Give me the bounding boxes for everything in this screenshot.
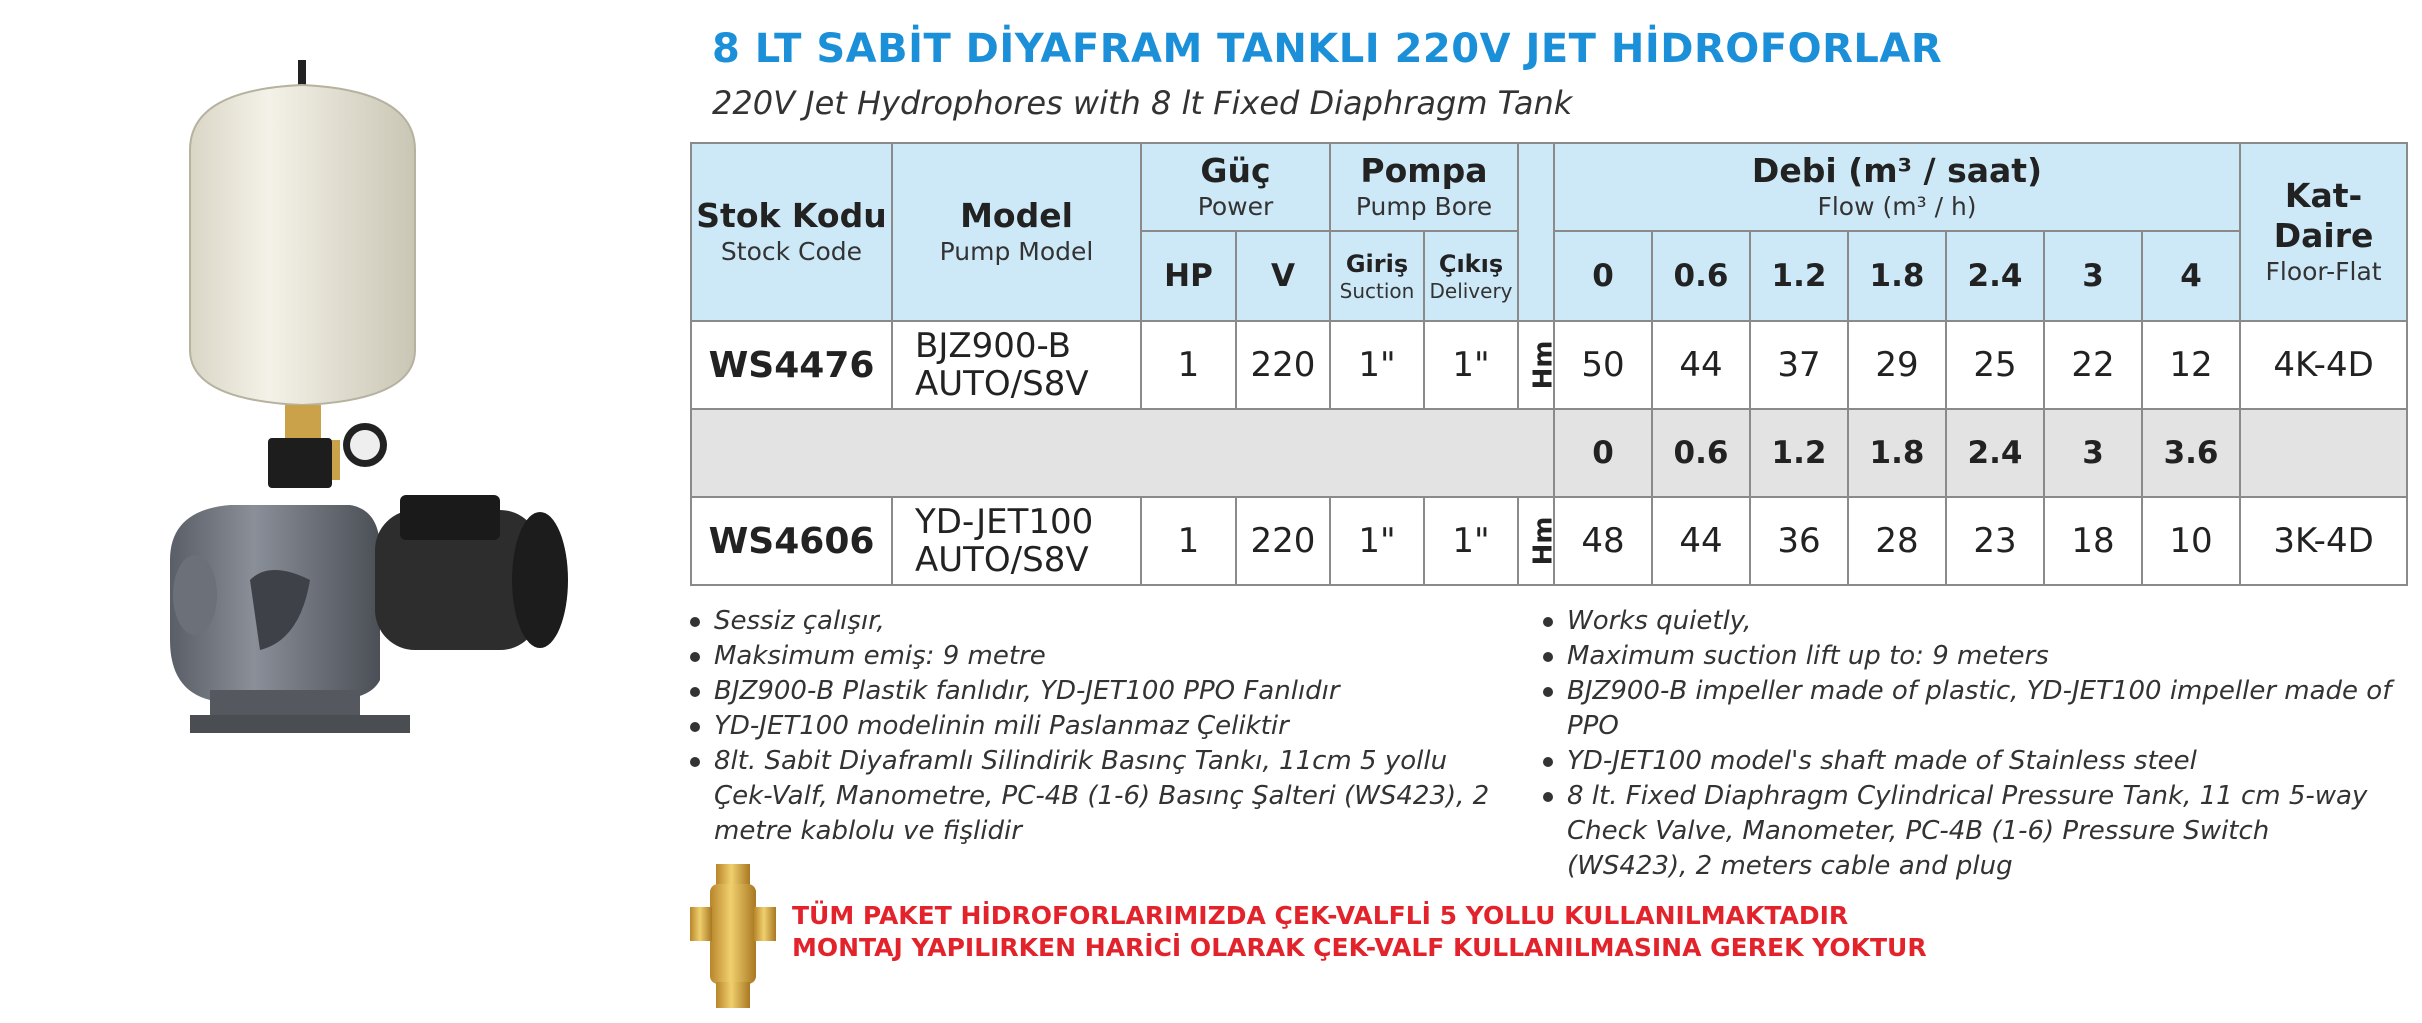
flow-point: 4 (2142, 231, 2240, 321)
head-cell: 50 (1554, 321, 1652, 409)
model-cell: BJZ900-B AUTO/S8V (892, 321, 1141, 409)
head-cell: 29 (1848, 321, 1946, 409)
head-cell: 12 (2142, 321, 2240, 409)
flow-point: 2.4 (1946, 231, 2044, 321)
page-title: 8 LT SABİT DİYAFRAM TANKLI 220V JET HİDROFORLAR (712, 26, 1943, 72)
list-item: YD-JET100 model's shaft made of Stainless steel (1543, 744, 2393, 779)
flow-point: 1.8 (1848, 409, 1946, 497)
floor-flat-cell: 3K-4D (2240, 497, 2407, 585)
hp-header: HP (1141, 231, 1236, 321)
suction-cell: 1" (1330, 497, 1424, 585)
list-item: 8lt. Sabit Diyaframlı Silindirik Basınç Tankı, 11cm 5 yollu Çek-Valf, Manometre, PC-4B (1-6) Basınç Şalteri (WS423), 2 metre kablolu ve fişlidir (690, 744, 1510, 849)
flow-point: 1.8 (1848, 231, 1946, 321)
band-spacer (691, 409, 1554, 497)
flow-point: 1.2 (1750, 231, 1848, 321)
suction-header: Giriş Suction (1330, 231, 1424, 321)
voltage-cell: 220 (1236, 497, 1330, 585)
hm-label: Hm (1518, 497, 1554, 585)
stock-code-cell: WS4606 (691, 497, 892, 585)
list-item: Maximum suction lift up to: 9 meters (1543, 639, 2393, 674)
voltage-header: V (1236, 231, 1330, 321)
delivery-cell: 1" (1424, 497, 1518, 585)
head-cell: 10 (2142, 497, 2240, 585)
features-list-en (1543, 604, 2393, 884)
head-cell: 44 (1652, 497, 1750, 585)
flow-point: 3.6 (2142, 409, 2240, 497)
head-cell: 22 (2044, 321, 2142, 409)
head-cell: 18 (2044, 497, 2142, 585)
head-cell: 36 (1750, 497, 1848, 585)
list-item: BJZ900-B Plastik fanlıdır, YD-JET100 PPO Fanlıdır (690, 674, 1510, 709)
band-spacer (2240, 409, 2407, 497)
head-cell: 28 (1848, 497, 1946, 585)
head-cell: 25 (1946, 321, 2044, 409)
list-item: BJZ900-B impeller made of plastic, YD-JET100 impeller made of PPO (1543, 674, 2393, 744)
hm-label: Hm (1518, 321, 1554, 409)
flow-band-row (691, 409, 2407, 497)
table-row (691, 497, 2407, 585)
list-item: 8 lt. Fixed Diaphragm Cylindrical Pressure Tank, 11 cm 5-way Check Valve, Manometer, PC-4B (1-6) Pressure Switch (WS423), 2 meters cable and plug (1543, 779, 2393, 884)
header-row-1 (691, 143, 2407, 231)
page-subtitle: 220V Jet Hydrophores with 8 lt Fixed Diaphragm Tank (712, 84, 1573, 122)
features-list-tr (690, 604, 1510, 849)
floor-flat-cell: 4K-4D (2240, 321, 2407, 409)
pump-bore-header: Pompa Pump Bore (1330, 143, 1518, 231)
flow-point: 3 (2044, 409, 2142, 497)
hydrophore-product-image (150, 40, 650, 760)
spec-table (690, 142, 2408, 586)
stock-code-header: Stok Kodu Stock Code (691, 143, 892, 321)
list-item: Works quietly, (1543, 604, 2393, 639)
list-item: YD-JET100 modelinin mili Paslanmaz Çeliktir (690, 709, 1510, 744)
delivery-header: Çıkış Delivery (1424, 231, 1518, 321)
stock-code-cell: WS4476 (691, 321, 892, 409)
power-header: Güç Power (1141, 143, 1330, 231)
hp-cell: 1 (1141, 321, 1236, 409)
voltage-cell: 220 (1236, 321, 1330, 409)
model-header: Model Pump Model (892, 143, 1141, 321)
list-item: Maksimum emiş: 9 metre (690, 639, 1510, 674)
head-cell: 23 (1946, 497, 2044, 585)
list-item: Sessiz çalışır, (690, 604, 1510, 639)
flow-point: 0 (1554, 231, 1652, 321)
flow-point: 1.2 (1750, 409, 1848, 497)
flow-point: 0.6 (1652, 409, 1750, 497)
check-valve-note: TÜM PAKET HİDROFORLARIMIZDA ÇEK-VALFLİ 5 YOLLU KULLANILMAKTADIR MONTAJ YAPILIRKEN HARİCİ OLARAK ÇEK-VALF KULLANILMASINA GEREK YOKTUR (792, 901, 1927, 962)
head-cell: 37 (1750, 321, 1848, 409)
flow-point: 0 (1554, 409, 1652, 497)
model-cell: YD-JET100 AUTO/S8V (892, 497, 1141, 585)
flow-point: 3 (2044, 231, 2142, 321)
head-cell: 48 (1554, 497, 1652, 585)
flow-point: 0.6 (1652, 231, 1750, 321)
table-row (691, 321, 2407, 409)
flow-point: 2.4 (1946, 409, 2044, 497)
check-valve-image (690, 862, 776, 1012)
flow-header: Debi (m³ / saat) Flow (m³ / h) (1554, 143, 2240, 231)
floor-flat-header: Kat-Daire Floor-Flat (2240, 143, 2407, 321)
delivery-cell: 1" (1424, 321, 1518, 409)
hm-spacer-header (1518, 143, 1554, 321)
head-cell: 44 (1652, 321, 1750, 409)
hp-cell: 1 (1141, 497, 1236, 585)
suction-cell: 1" (1330, 321, 1424, 409)
